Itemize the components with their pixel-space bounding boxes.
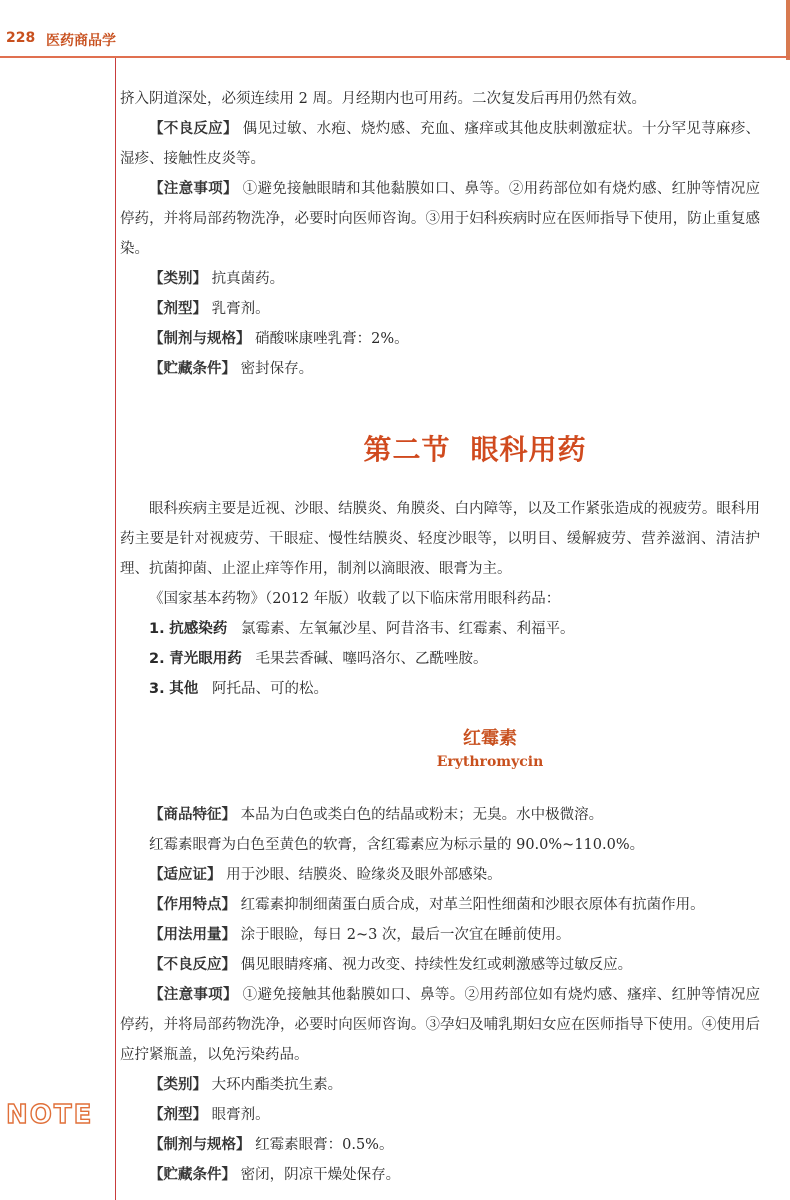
field-text: 抗真菌药。 <box>211 271 285 287</box>
field-text: 大环内酯类抗生素。 <box>211 1077 343 1093</box>
dosage-form <box>120 294 760 324</box>
field-label: 【类别】 <box>149 271 207 287</box>
continued-paragraph: 挤入阴道深处，必须连续用 2 周。月经期内也可用药。二次复发后再用仍然有效。 <box>120 91 646 107</box>
item-drugs: 毛果芸香碱、噻吗洛尔、乙酰唑胺。 <box>255 651 488 667</box>
drug-field <box>120 920 760 950</box>
adverse-reactions <box>120 114 760 174</box>
field-text: 密封保存。 <box>240 361 314 377</box>
section-title: 眼科用药 <box>470 433 587 466</box>
drug-title-cn: 红霉素 <box>463 728 517 749</box>
field-label: 【不良反应】 <box>149 121 238 137</box>
field-label: 【作用特点】 <box>149 897 236 913</box>
section-intro: 眼科疾病主要是近视、沙眼、结膜炎、角膜炎、白内障等，以及工作紧张造成的视疲劳。眼科用药主要是针对视疲劳、干眼症、慢性结膜炎、轻度沙眼等，以明目、缓解疲劳、营养滋润、清洁护理、抗菌抑菌、止涩止痒等作用，制剂以滴眼液、眼膏为主。 <box>120 501 760 577</box>
item-name: 青光眼用药 <box>169 651 242 667</box>
drug-field <box>120 1070 760 1100</box>
item-drugs: 阿托品、可的松。 <box>212 681 329 697</box>
page-edge-mark <box>786 0 790 60</box>
field-label: 【商品特征】 <box>149 807 236 823</box>
drug-category-item <box>120 674 760 704</box>
field-label: 【制剂与规格】 <box>149 331 251 347</box>
drug-field <box>120 1130 760 1160</box>
drug-field <box>120 1160 760 1190</box>
field-text: 眼膏剂。 <box>211 1107 270 1123</box>
field-label: 【注意事项】 <box>149 987 238 1003</box>
drug-field <box>120 800 760 830</box>
drug-category-item <box>120 614 760 644</box>
field-text: 红霉素眼膏为白色至黄色的软膏，含红霉素应为标示量的 90.0%~110.0%。 <box>149 837 645 853</box>
item-name: 抗感染药 <box>169 621 228 637</box>
field-label: 【剂型】 <box>149 1107 207 1123</box>
drug-field <box>120 830 760 860</box>
drug-category-item <box>120 644 760 674</box>
field-text: 偶见过敏、水疱、烧灼感、充血、瘙痒或其他皮肤刺激症状。十分罕见荨麻疹、湿疹、接触性皮炎等。 <box>120 121 761 167</box>
field-text: ①避免接触其他黏膜如口、鼻等。②用药部位如有烧灼感、瘙痒、红肿等情况应停药，并将局部药物洗净，必要时向医师咨询。③孕妇及哺乳期妇女应在医师指导下使用。④使用后应拧紧瓶盖，以免污染药品。 <box>120 987 761 1063</box>
field-label: 【注意事项】 <box>149 181 238 197</box>
drug-field <box>120 950 760 980</box>
field-text: 密闭，阴凉干燥处保存。 <box>240 1167 401 1183</box>
precautions <box>120 174 760 264</box>
storage <box>120 354 760 384</box>
section-heading <box>190 428 760 468</box>
specification <box>120 324 760 354</box>
field-text: ①避免接触眼睛和其他黏膜如口、鼻等。②用药部位如有烧灼感、红肿等情况应停药，并将局部药物洗净，必要时向医师咨询。③用于妇科疾病时应在医师指导下使用，防止重复感染。 <box>120 181 761 257</box>
field-text: 偶见眼睛疼痛、视力改变、持续性发红或刺激感等过敏反应。 <box>240 957 633 973</box>
field-label: 【不良反应】 <box>149 957 236 973</box>
drug-title-en: Erythromycin <box>436 754 544 770</box>
field-text: 硝酸咪康唑乳膏：2%。 <box>255 331 409 347</box>
page-body <box>120 84 760 1190</box>
item-number: 3. <box>149 681 165 697</box>
drug-field <box>120 980 760 1070</box>
field-label: 【制剂与规格】 <box>149 1137 251 1153</box>
section-number: 第二节 <box>363 433 451 466</box>
item-number: 2. <box>149 651 165 667</box>
item-number: 1. <box>149 621 165 637</box>
field-label: 【贮藏条件】 <box>149 361 236 377</box>
drug-field <box>120 890 760 920</box>
running-title: 医药商品学 <box>46 33 116 49</box>
field-text: 本品为白色或类白色的结晶或粉末；无臭。水中极微溶。 <box>240 807 604 823</box>
page-number: 228 <box>6 30 36 46</box>
field-text: 乳膏剂。 <box>211 301 270 317</box>
note-logo: NOTE <box>6 1100 94 1130</box>
field-label: 【剂型】 <box>149 301 207 317</box>
header-rule <box>0 56 790 58</box>
field-text: 用于沙眼、结膜炎、睑缘炎及眼外部感染。 <box>226 867 502 883</box>
drug-field <box>120 860 760 890</box>
field-label: 【适应证】 <box>149 867 222 883</box>
field-text: 红霉素抑制细菌蛋白质合成，对革兰阳性细菌和沙眼衣原体有抗菌作用。 <box>240 897 705 913</box>
field-text: 涂于眼睑，每日 2~3 次，最后一次宜在睡前使用。 <box>240 927 571 943</box>
drug-field <box>120 1100 760 1130</box>
catalog-note: 《国家基本药物》（2012 年版）收载了以下临床常用眼科药品： <box>149 591 561 607</box>
field-label: 【贮藏条件】 <box>149 1167 236 1183</box>
field-label: 【用法用量】 <box>149 927 236 943</box>
margin-rule <box>115 58 116 1200</box>
category <box>120 264 760 294</box>
field-label: 【类别】 <box>149 1077 207 1093</box>
field-text: 红霉素眼膏：0.5%。 <box>255 1137 394 1153</box>
item-name: 其他 <box>169 681 199 697</box>
item-drugs: 氯霉素、左氧氟沙星、阿昔洛韦、红霉素、利福平。 <box>241 621 575 637</box>
